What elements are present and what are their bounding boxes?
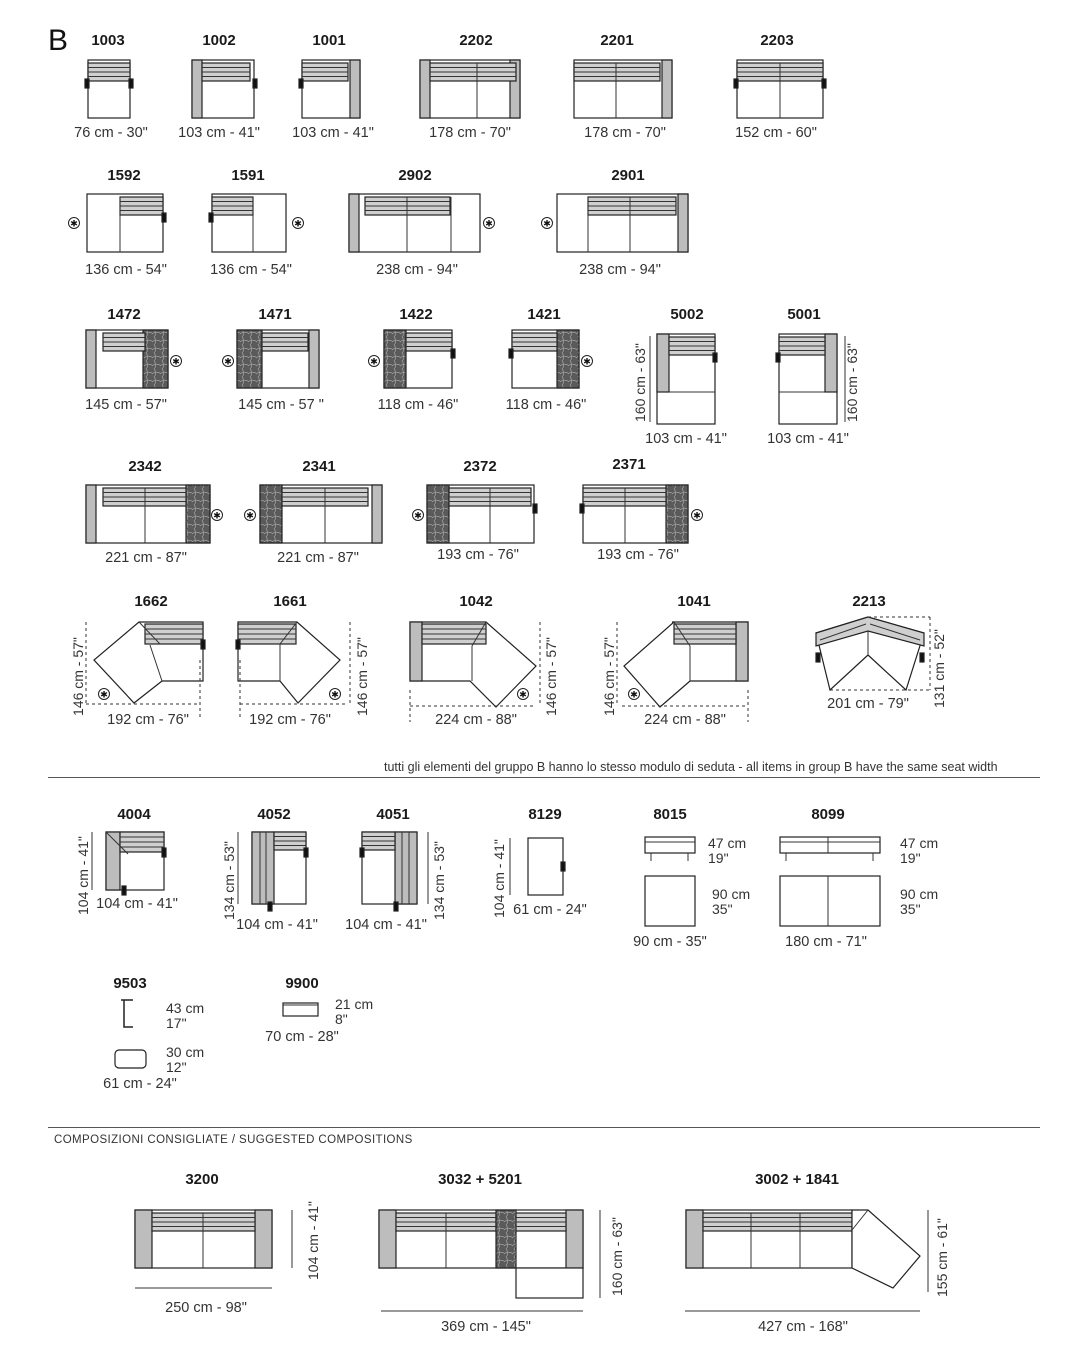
item-size: 145 cm - 57"	[85, 397, 167, 413]
item-size: 104 cm - 41"	[345, 917, 427, 933]
asterisk-icon: ✱	[331, 690, 339, 701]
item-size: 104 cm - 41"	[236, 917, 318, 933]
item-code: 2203	[760, 32, 794, 49]
asterisk-icon: ✱	[414, 511, 422, 522]
marble-table	[143, 330, 168, 388]
item-code: 5002	[670, 306, 704, 323]
marble-table	[237, 330, 262, 388]
armrest	[192, 60, 202, 118]
ottoman-side	[780, 837, 880, 853]
item-code: 3032 + 5201	[438, 1171, 522, 1188]
item-code: 1421	[527, 306, 561, 323]
item-depth: 134 cm - 53"	[221, 841, 237, 920]
armrest	[410, 622, 422, 681]
marble-table	[557, 330, 579, 388]
armrest	[420, 60, 430, 118]
compositions-header: COMPOSIZIONI CONSIGLIATE / SUGGESTED COMPOSITIONS	[54, 1134, 413, 1146]
item-code: 1042	[459, 593, 493, 610]
armrest	[255, 1210, 272, 1268]
armrest	[825, 334, 837, 392]
item-depth: 104 cm - 41"	[305, 1201, 321, 1280]
module-outline	[852, 1210, 920, 1288]
side-cm: 90 cm	[900, 886, 939, 902]
fastener-tab	[776, 353, 780, 362]
item-size: 238 cm - 94"	[376, 262, 458, 278]
item-size: 104 cm - 41"	[96, 896, 178, 912]
fastener-tab	[201, 640, 205, 649]
module-outline	[528, 838, 563, 895]
height-in: 8"	[335, 1011, 348, 1027]
item-code: 1002	[202, 32, 236, 49]
item-code: 3002 + 1841	[755, 1171, 839, 1188]
item-size: 224 cm - 88"	[435, 712, 517, 728]
fastener-tab	[734, 79, 738, 88]
item-depth: 104 cm - 41"	[491, 839, 507, 918]
item-size: 178 cm - 70"	[584, 125, 666, 141]
asterisk-icon: ✱	[172, 357, 180, 368]
armrest	[135, 1210, 152, 1268]
armrest	[686, 1210, 703, 1268]
marble-table	[384, 330, 406, 388]
armrest	[350, 60, 360, 118]
height-in: 19"	[708, 850, 729, 866]
item-size: 103 cm - 41"	[292, 125, 374, 141]
item-code: 8099	[811, 806, 845, 823]
armrest	[372, 485, 382, 543]
armrest	[662, 60, 672, 118]
marble-table	[427, 485, 449, 543]
marble-table	[666, 485, 688, 543]
fastener-tab	[451, 349, 455, 358]
fastener-tab	[561, 862, 565, 871]
height-in: 19"	[900, 850, 921, 866]
asterisk-icon: ✱	[246, 511, 254, 522]
side-in: 35"	[900, 901, 921, 917]
item-size: 136 cm - 54"	[210, 262, 292, 278]
fastener-tab	[299, 79, 303, 88]
item-code: 3200	[185, 1171, 219, 1188]
fastener-tab	[360, 848, 364, 857]
item-code: 4004	[117, 806, 151, 823]
fastener-tab	[509, 349, 513, 358]
fastener-tab	[816, 653, 820, 662]
item-code: 1003	[91, 32, 125, 49]
item-depth: 160 cm - 63"	[609, 1217, 625, 1296]
item-code: 2202	[459, 32, 493, 49]
depth-cm: 30 cm	[166, 1044, 205, 1060]
item-code: 1661	[273, 593, 307, 610]
item-code: 9900	[285, 975, 319, 992]
item-size: 193 cm - 76"	[597, 547, 679, 563]
item-code: 2372	[463, 458, 497, 475]
item-code: 1662	[134, 593, 168, 610]
item-depth: 146 cm - 57"	[543, 637, 559, 716]
item-code: 1591	[231, 167, 265, 184]
height-in: 17"	[166, 1015, 187, 1031]
armrest	[86, 485, 96, 543]
fastener-tab	[122, 886, 126, 895]
armrest	[657, 334, 669, 392]
height-cm: 21 cm	[335, 996, 374, 1012]
depth-in: 12"	[166, 1059, 187, 1075]
item-code: 2201	[600, 32, 634, 49]
item-size: 250 cm - 98"	[165, 1300, 247, 1316]
height-cm: 47 cm	[708, 835, 747, 851]
armrest	[309, 330, 319, 388]
item-depth: 134 cm - 53"	[431, 841, 447, 920]
armrest	[395, 832, 417, 904]
asterisk-icon: ✱	[485, 219, 493, 230]
fastener-tab	[209, 213, 213, 222]
fastener-tab	[129, 79, 133, 88]
item-size: 221 cm - 87"	[277, 550, 359, 566]
item-code: 2213	[852, 593, 886, 610]
item-code: 1592	[107, 167, 141, 184]
item-code: 4051	[376, 806, 410, 823]
chaise-extension	[516, 1268, 583, 1298]
marble-table	[260, 485, 282, 543]
fastener-tab	[236, 640, 240, 649]
item-size: 76 cm - 30"	[74, 125, 148, 141]
asterisk-icon: ✱	[519, 690, 527, 701]
armrest	[736, 622, 748, 681]
item-code: 5001	[787, 306, 821, 323]
item-depth: 146 cm - 57"	[601, 637, 617, 716]
asterisk-icon: ✱	[370, 357, 378, 368]
item-size: 118 cm - 46"	[505, 397, 587, 413]
asterisk-icon: ✱	[213, 511, 221, 522]
item-size: 90 cm - 35"	[633, 934, 707, 950]
item-size: 61 cm - 24"	[513, 902, 587, 918]
item-size: 145 cm - 57 "	[238, 397, 324, 413]
item-depth: 146 cm - 57"	[354, 637, 370, 716]
item-code: 2342	[128, 458, 162, 475]
item-size: 103 cm - 41"	[645, 431, 727, 447]
asterisk-icon: ✱	[70, 219, 78, 230]
item-size: 70 cm - 28"	[265, 1029, 339, 1045]
item-size: 192 cm - 76"	[249, 712, 331, 728]
item-code: 1471	[258, 306, 292, 323]
armrest	[86, 330, 96, 388]
asterisk-icon: ✱	[100, 690, 108, 701]
asterisk-icon: ✱	[294, 219, 302, 230]
item-code: 1472	[107, 306, 141, 323]
height-cm: 47 cm	[900, 835, 939, 851]
item-code: 2901	[611, 167, 645, 184]
item-size: 192 cm - 76"	[107, 712, 189, 728]
ottoman-top	[780, 876, 880, 926]
marble-table	[186, 485, 210, 543]
item-code: 1001	[312, 32, 346, 49]
item-depth: 155 cm - 61"	[934, 1218, 950, 1297]
item-size: 427 cm - 168"	[758, 1319, 848, 1335]
fastener-tab	[85, 79, 89, 88]
item-code: 1041	[677, 593, 711, 610]
fastener-tab	[162, 213, 166, 222]
item-size: 136 cm - 54"	[85, 262, 167, 278]
item-depth: 104 cm - 41"	[75, 836, 91, 915]
item-size: 180 cm - 71"	[785, 934, 867, 950]
item-size: 201 cm - 79"	[827, 696, 909, 712]
fastener-tab	[268, 902, 272, 911]
group-note: tutti gli elementi del gruppo B hanno lo stesso modulo di seduta - all items in group B have the same seat width	[384, 760, 998, 774]
fastener-tab	[822, 79, 826, 88]
item-size: 224 cm - 88"	[644, 712, 726, 728]
marble-table	[496, 1210, 516, 1268]
fastener-tab	[713, 353, 717, 362]
asterisk-icon: ✱	[630, 690, 638, 701]
item-code: 9503	[113, 975, 147, 992]
side-table-profile	[121, 1000, 133, 1027]
asterisk-icon: ✱	[583, 357, 591, 368]
fastener-tab	[162, 848, 166, 857]
side-in: 35"	[712, 901, 733, 917]
item-size: 103 cm - 41"	[178, 125, 260, 141]
armrest	[379, 1210, 396, 1268]
item-size: 152 cm - 60"	[735, 125, 817, 141]
asterisk-icon: ✱	[693, 511, 701, 522]
item-size: 103 cm - 41"	[767, 431, 849, 447]
item-depth: 160 cm - 63"	[632, 343, 648, 422]
armrest	[566, 1210, 583, 1268]
item-depth: 146 cm - 57"	[70, 637, 86, 716]
side-cm: 90 cm	[712, 886, 751, 902]
item-depth: 160 cm - 63"	[844, 343, 860, 422]
asterisk-icon: ✱	[224, 357, 232, 368]
armrest	[678, 194, 688, 252]
item-size: 178 cm - 70"	[429, 125, 511, 141]
ottoman-top	[645, 876, 695, 926]
item-size: 193 cm - 76"	[437, 547, 519, 563]
fastener-tab	[920, 653, 924, 662]
fastener-tab	[304, 848, 308, 857]
armrest	[349, 194, 359, 252]
item-size: 61 cm - 24"	[103, 1076, 177, 1092]
group-letter: B	[48, 24, 69, 57]
item-size: 369 cm - 145"	[441, 1319, 531, 1335]
item-code: 2371	[612, 456, 646, 473]
item-code: 1422	[399, 306, 433, 323]
item-size: 238 cm - 94"	[579, 262, 661, 278]
fastener-tab	[580, 504, 584, 513]
item-code: 8015	[653, 806, 687, 823]
fastener-tab	[533, 504, 537, 513]
height-cm: 43 cm	[166, 1000, 205, 1016]
item-code: 2902	[398, 167, 432, 184]
armrest	[106, 832, 120, 890]
item-size: 221 cm - 87"	[105, 550, 187, 566]
armrest	[252, 832, 274, 904]
item-code: 4052	[257, 806, 291, 823]
ottoman-side	[645, 837, 695, 853]
fastener-tab	[253, 79, 257, 88]
item-code: 8129	[528, 806, 562, 823]
item-size: 118 cm - 46"	[377, 397, 459, 413]
asterisk-icon: ✱	[543, 219, 551, 230]
side-table-top	[115, 1050, 146, 1068]
fastener-tab	[394, 902, 398, 911]
item-code: 2341	[302, 458, 336, 475]
item-depth: 131 cm - 52"	[931, 629, 947, 708]
